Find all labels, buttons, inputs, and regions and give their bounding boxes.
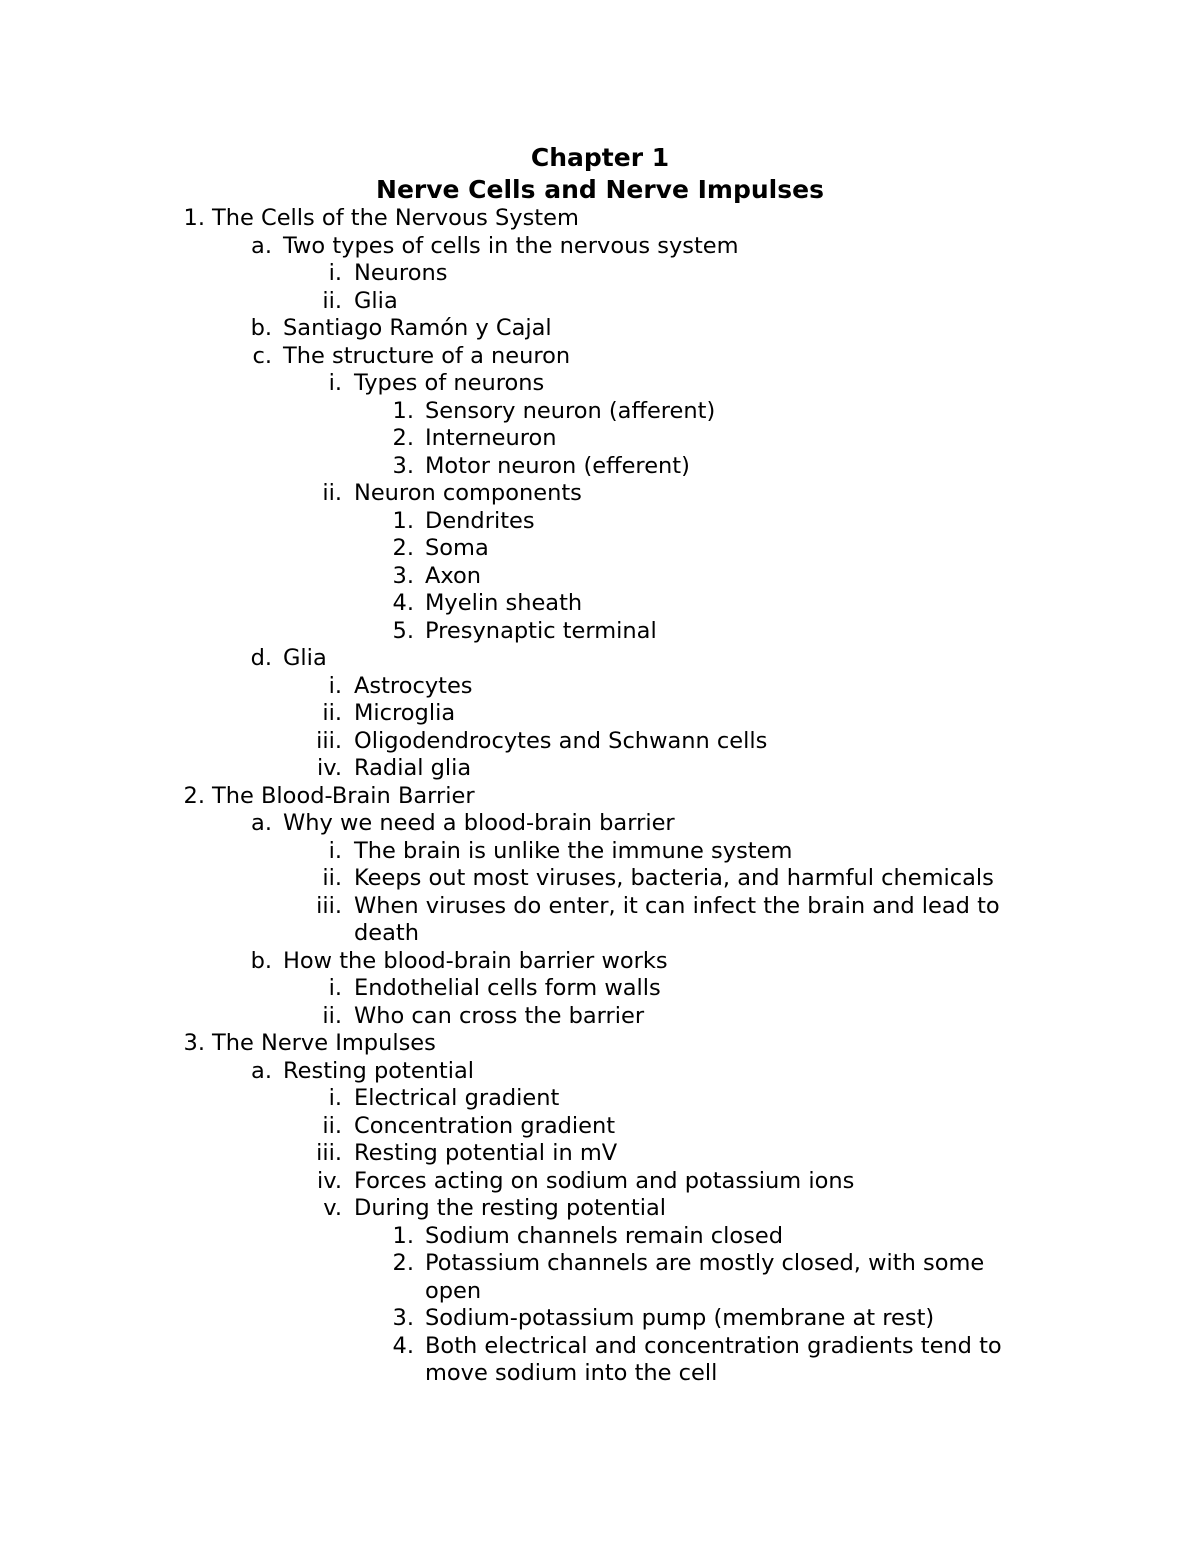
outline-marker: 4. [392,590,414,616]
outline-text: Both electrical and concentration gradients tend to move sodium into the cell [425,1332,1002,1386]
outline-marker: 3. [392,1305,414,1331]
outline-marker: i. [328,1085,342,1111]
outline-marker: a. [251,1057,272,1084]
outline-text: Soma [425,535,489,561]
outline-text: Neurons [354,260,448,286]
outline-item-subtopic [0,1168,1200,1196]
outline-item-point [0,1223,1200,1251]
outline-item-subtopic [0,1113,1200,1141]
outline-text: Myelin sheath [425,590,583,616]
outline-text: Electrical gradient [354,1085,560,1111]
outline-text: Motor neuron (efferent) [425,452,690,479]
outline-text: Astrocytes [354,672,473,699]
outline-marker: i. [328,672,342,699]
outline-item-point [0,618,1200,646]
outline-item-point [0,535,1200,563]
outline-item-point [0,453,1200,481]
outline-item-subtopic [0,288,1200,316]
outline-text: Concentration gradient [354,1112,616,1139]
outline-text: Potassium channels are mostly closed, with some open [425,1250,985,1304]
outline-marker: ii. [322,865,342,891]
outline-marker: 1. [392,1222,414,1249]
outline-text: Santiago Ramón y Cajal [283,315,552,341]
outline-text: Axon [425,562,482,589]
outline-item-subtopic [0,865,1200,893]
outline-marker: iv. [317,755,342,781]
outline-item-subtopic [0,1140,1200,1168]
outline-item-topic [0,1058,1200,1086]
outline-marker: iii. [316,727,342,754]
outline-text: Glia [283,645,327,671]
outline-text: Sodium-potassium pump (membrane at rest) [425,1305,935,1331]
outline-item-topic [0,810,1200,838]
outline-marker: iii. [316,892,342,919]
outline-text: Resting potential [283,1057,475,1084]
outline-text: Types of neurons [354,370,545,396]
outline-item-topic [0,315,1200,343]
outline-item-point [0,563,1200,591]
outline-marker: i. [328,837,342,864]
chapter-subtitle: Nerve Cells and Nerve Impulses [376,175,824,204]
outline-item-subtopic [0,893,1200,948]
outline-item-subtopic [0,1085,1200,1113]
outline-item-subtopic [0,755,1200,783]
outline-text: Interneuron [425,425,557,451]
outline-text: The structure of a neuron [283,342,571,369]
outline-item-topic [0,645,1200,673]
outline-text: Glia [354,287,398,314]
outline-item-subtopic [0,838,1200,866]
outline-text: Who can cross the barrier [354,1002,645,1029]
outline-text: Resting potential in mV [354,1140,618,1166]
outline-marker: iv. [317,1167,342,1194]
outline-text: During the resting potential [354,1195,667,1221]
outline-marker: ii. [322,700,342,726]
outline-marker: i. [328,260,342,286]
outline-text: Sensory neuron (afferent) [425,397,716,424]
outline-item-subtopic [0,700,1200,728]
outline-marker: 2. [183,782,205,809]
outline-text: Endothelial cells form walls [354,975,661,1001]
outline-marker: 1. [392,397,414,424]
outline-marker: 3. [392,452,414,479]
outline-text: Why we need a blood-brain barrier [283,810,675,836]
outline-text: Dendrites [425,507,535,534]
outline-item-point [0,590,1200,618]
outline-marker: 2. [392,1250,414,1276]
outline-item-subtopic [0,728,1200,756]
outline-text: Oligodendrocytes and Schwann cells [354,727,768,754]
outline-text: How the blood-brain barrier works [283,947,668,974]
outline-item-section [0,1030,1200,1058]
outline-marker: 1. [183,205,205,231]
outline-text: Radial glia [354,755,472,781]
outline-marker: i. [328,975,342,1001]
outline-item-section [0,205,1200,233]
outline-marker: c. [252,342,272,369]
outline-marker: ii. [322,1002,342,1029]
outline-text: Keeps out most viruses, bacteria, and harmful chemicals [354,865,994,891]
outline-item-point [0,508,1200,536]
outline-item-subtopic [0,370,1200,398]
outline-marker: 1. [392,507,414,534]
outline-marker: ii. [322,287,342,314]
outline-item-point [0,398,1200,426]
outline-marker: b. [250,315,272,341]
outline-marker: iii. [316,1140,342,1166]
outline-item-topic [0,948,1200,976]
outline-marker: b. [250,947,272,974]
outline-item-subtopic [0,673,1200,701]
outline-marker: a. [251,232,272,259]
outline-text: Sodium channels remain closed [425,1222,784,1249]
outline-item-point [0,1333,1200,1388]
outline-marker: ii. [322,1112,342,1139]
outline-text: The Blood-Brain Barrier [212,782,475,809]
outline-item-topic [0,233,1200,261]
outline-item-subtopic [0,480,1200,508]
outline-text: The Nerve Impulses [212,1030,436,1056]
outline-text: The Cells of the Nervous System [212,205,579,231]
outline-item-subtopic [0,1003,1200,1031]
outline-item-subtopic [0,260,1200,288]
outline-marker: 5. [392,617,414,644]
outline-item-subtopic [0,1195,1200,1223]
outline-item-point [0,425,1200,453]
outline-text: Microglia [354,700,456,726]
outline-marker: d. [250,645,272,671]
outline-text: Neuron components [354,480,582,506]
chapter-title: Chapter 1 [530,143,670,172]
outline-text: Two types of cells in the nervous system [283,232,739,259]
outline-text: Forces acting on sodium and potassium ions [354,1167,855,1194]
outline-item-topic [0,343,1200,371]
outline-text: Presynaptic terminal [425,617,657,644]
outline-item-point [0,1250,1200,1305]
outline-marker: 3. [392,562,414,589]
outline-item-section [0,783,1200,811]
outline-text: The brain is unlike the immune system [354,837,793,864]
outline-marker: a. [251,810,272,836]
outline-marker: 2. [392,535,414,561]
outline-marker: ii. [322,480,342,506]
outline-marker: v. [323,1195,342,1221]
outline-item-subtopic [0,975,1200,1003]
outline-marker: 4. [392,1332,414,1359]
outline-item-point [0,1305,1200,1333]
chapter-outline [0,205,1200,1388]
outline-marker: 3. [183,1030,205,1056]
outline-marker: i. [328,370,342,396]
outline-marker: 2. [392,425,414,451]
outline-text: When viruses do enter, it can infect the brain and lead to death [354,892,1000,946]
